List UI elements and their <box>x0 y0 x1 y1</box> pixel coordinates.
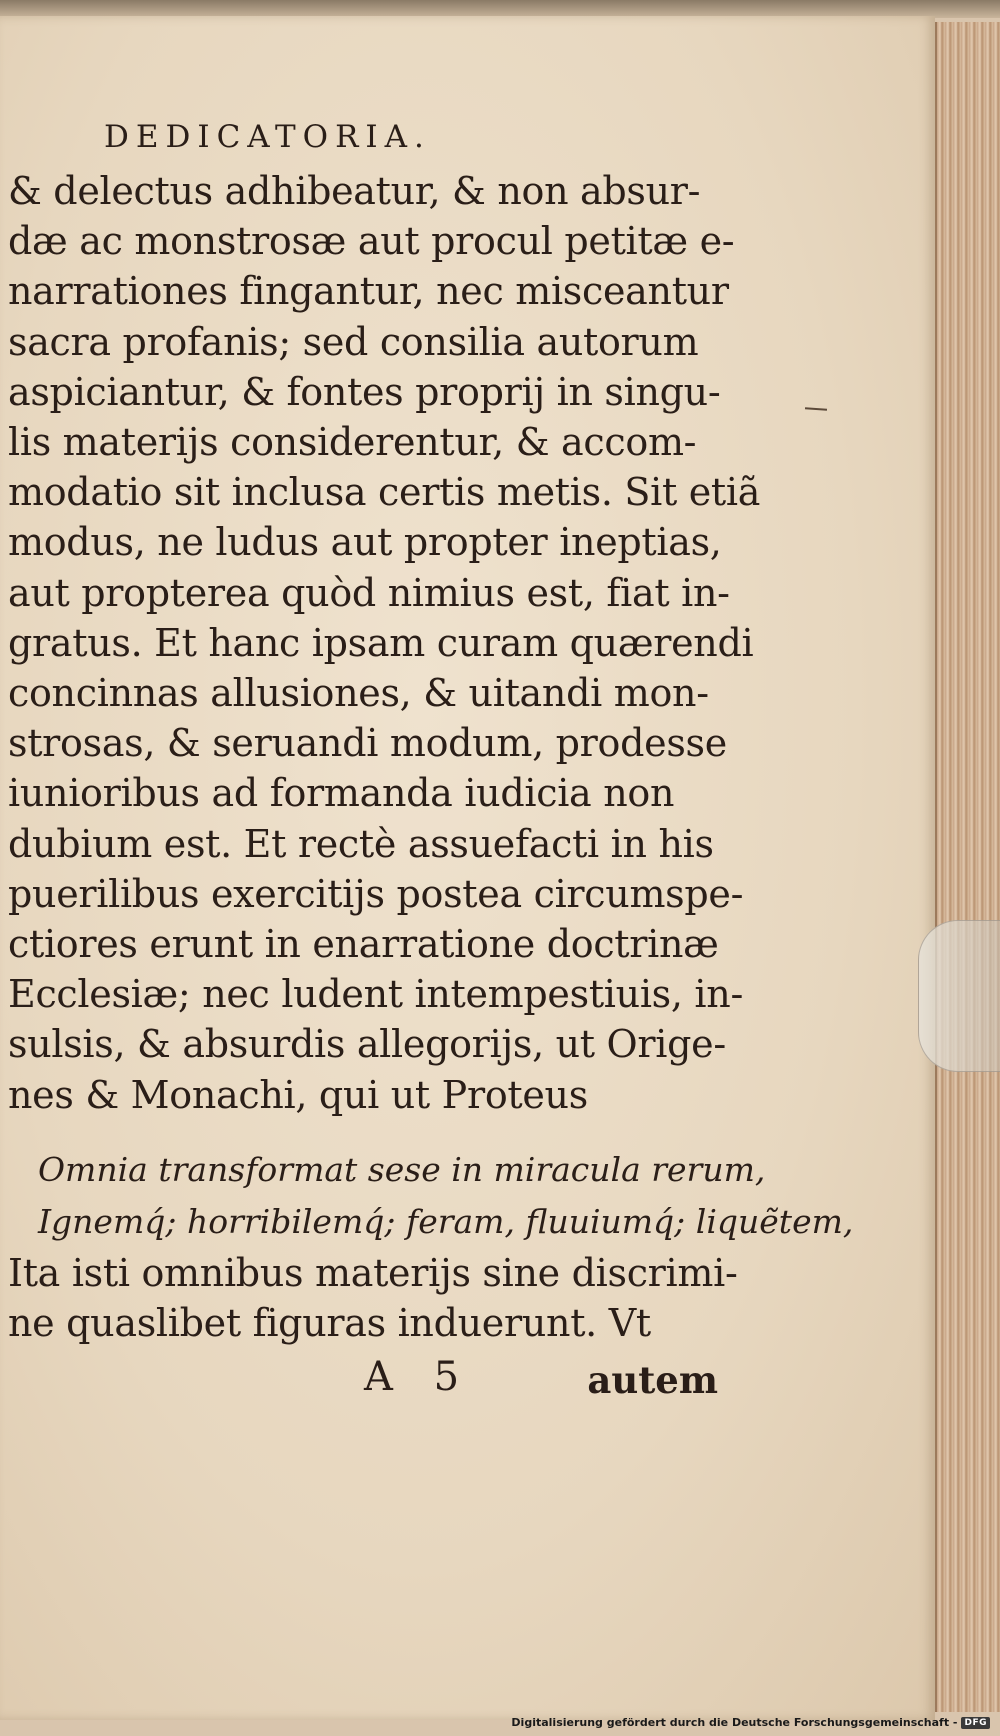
text-line: Ecclesiæ; nec ludent intempestiuis, in- <box>8 972 743 1017</box>
text-line: Ita isti omnibus materijs sine discrimi- <box>8 1250 738 1295</box>
page-edges <box>935 22 1000 1712</box>
text-line: dubium est. Et rectè assuefacti in his <box>8 821 714 866</box>
text-line: narrationes fingantur, nec misceantur <box>8 269 729 314</box>
signature-mark: A 5 <box>364 1353 474 1400</box>
text-line: ne quaslibet figuras induerunt. Vt <box>8 1300 651 1345</box>
verse-line: Omnia transformat sese in miracula rerum, <box>38 1149 766 1189</box>
verse-quotation <box>8 1144 854 1248</box>
clasp-shadow <box>918 920 1000 1072</box>
text-line: nes & Monachi, qui ut Proteus <box>8 1072 588 1117</box>
text-line: iunioribus ad formanda iudicia non <box>8 771 675 816</box>
text-line: modus, ne ludus aut propter ineptias, <box>8 520 722 565</box>
text-line: sulsis, & absurdis allegorijs, ut Orige- <box>8 1022 726 1067</box>
closing-paragraph <box>8 1248 738 1348</box>
digitization-credit <box>511 1716 990 1729</box>
text-line: aut propterea quòd nimius est, fiat in- <box>8 570 730 615</box>
text-line: & delectus adhibeatur, & non absur- <box>8 169 701 213</box>
running-head: DEDICATORIA. <box>104 119 431 155</box>
verse-line: Ignemq́; horribilemq́; feram, fluuiumq́; liquẽtem, <box>38 1201 854 1241</box>
text-line: sacra profanis; sed consilia autorum <box>8 319 699 364</box>
text-line: aspiciantur, & fontes proprij in singu- <box>8 369 721 414</box>
page-foot <box>8 1354 728 1409</box>
text-line: strosas, & seruandi modum, prodesse <box>8 721 727 766</box>
body-paragraph <box>8 166 761 1120</box>
catchword: autem <box>587 1357 718 1402</box>
text-line: puerilibus exercitijs postea circumspe- <box>8 871 744 916</box>
text-line: gratus. Et hanc ipsam curam quærendi <box>8 620 754 665</box>
text-line: lis materijs considerentur, & accom- <box>8 420 697 465</box>
text-line: modatio sit inclusa certis metis. Sit etiã <box>8 470 761 515</box>
dfg-logo-icon: DFG <box>961 1717 990 1729</box>
text-block <box>8 118 854 1409</box>
credit-text: Digitalisierung gefördert durch die Deutsche Forschungsgemeinschaft - <box>511 1716 958 1729</box>
text-line: ctiores erunt in enarratione doctrinæ <box>8 922 719 967</box>
text-line: concinnas allusiones, & uitandi mon- <box>8 671 709 716</box>
text-line: dæ ac monstrosæ aut procul petitæ e- <box>8 219 735 264</box>
